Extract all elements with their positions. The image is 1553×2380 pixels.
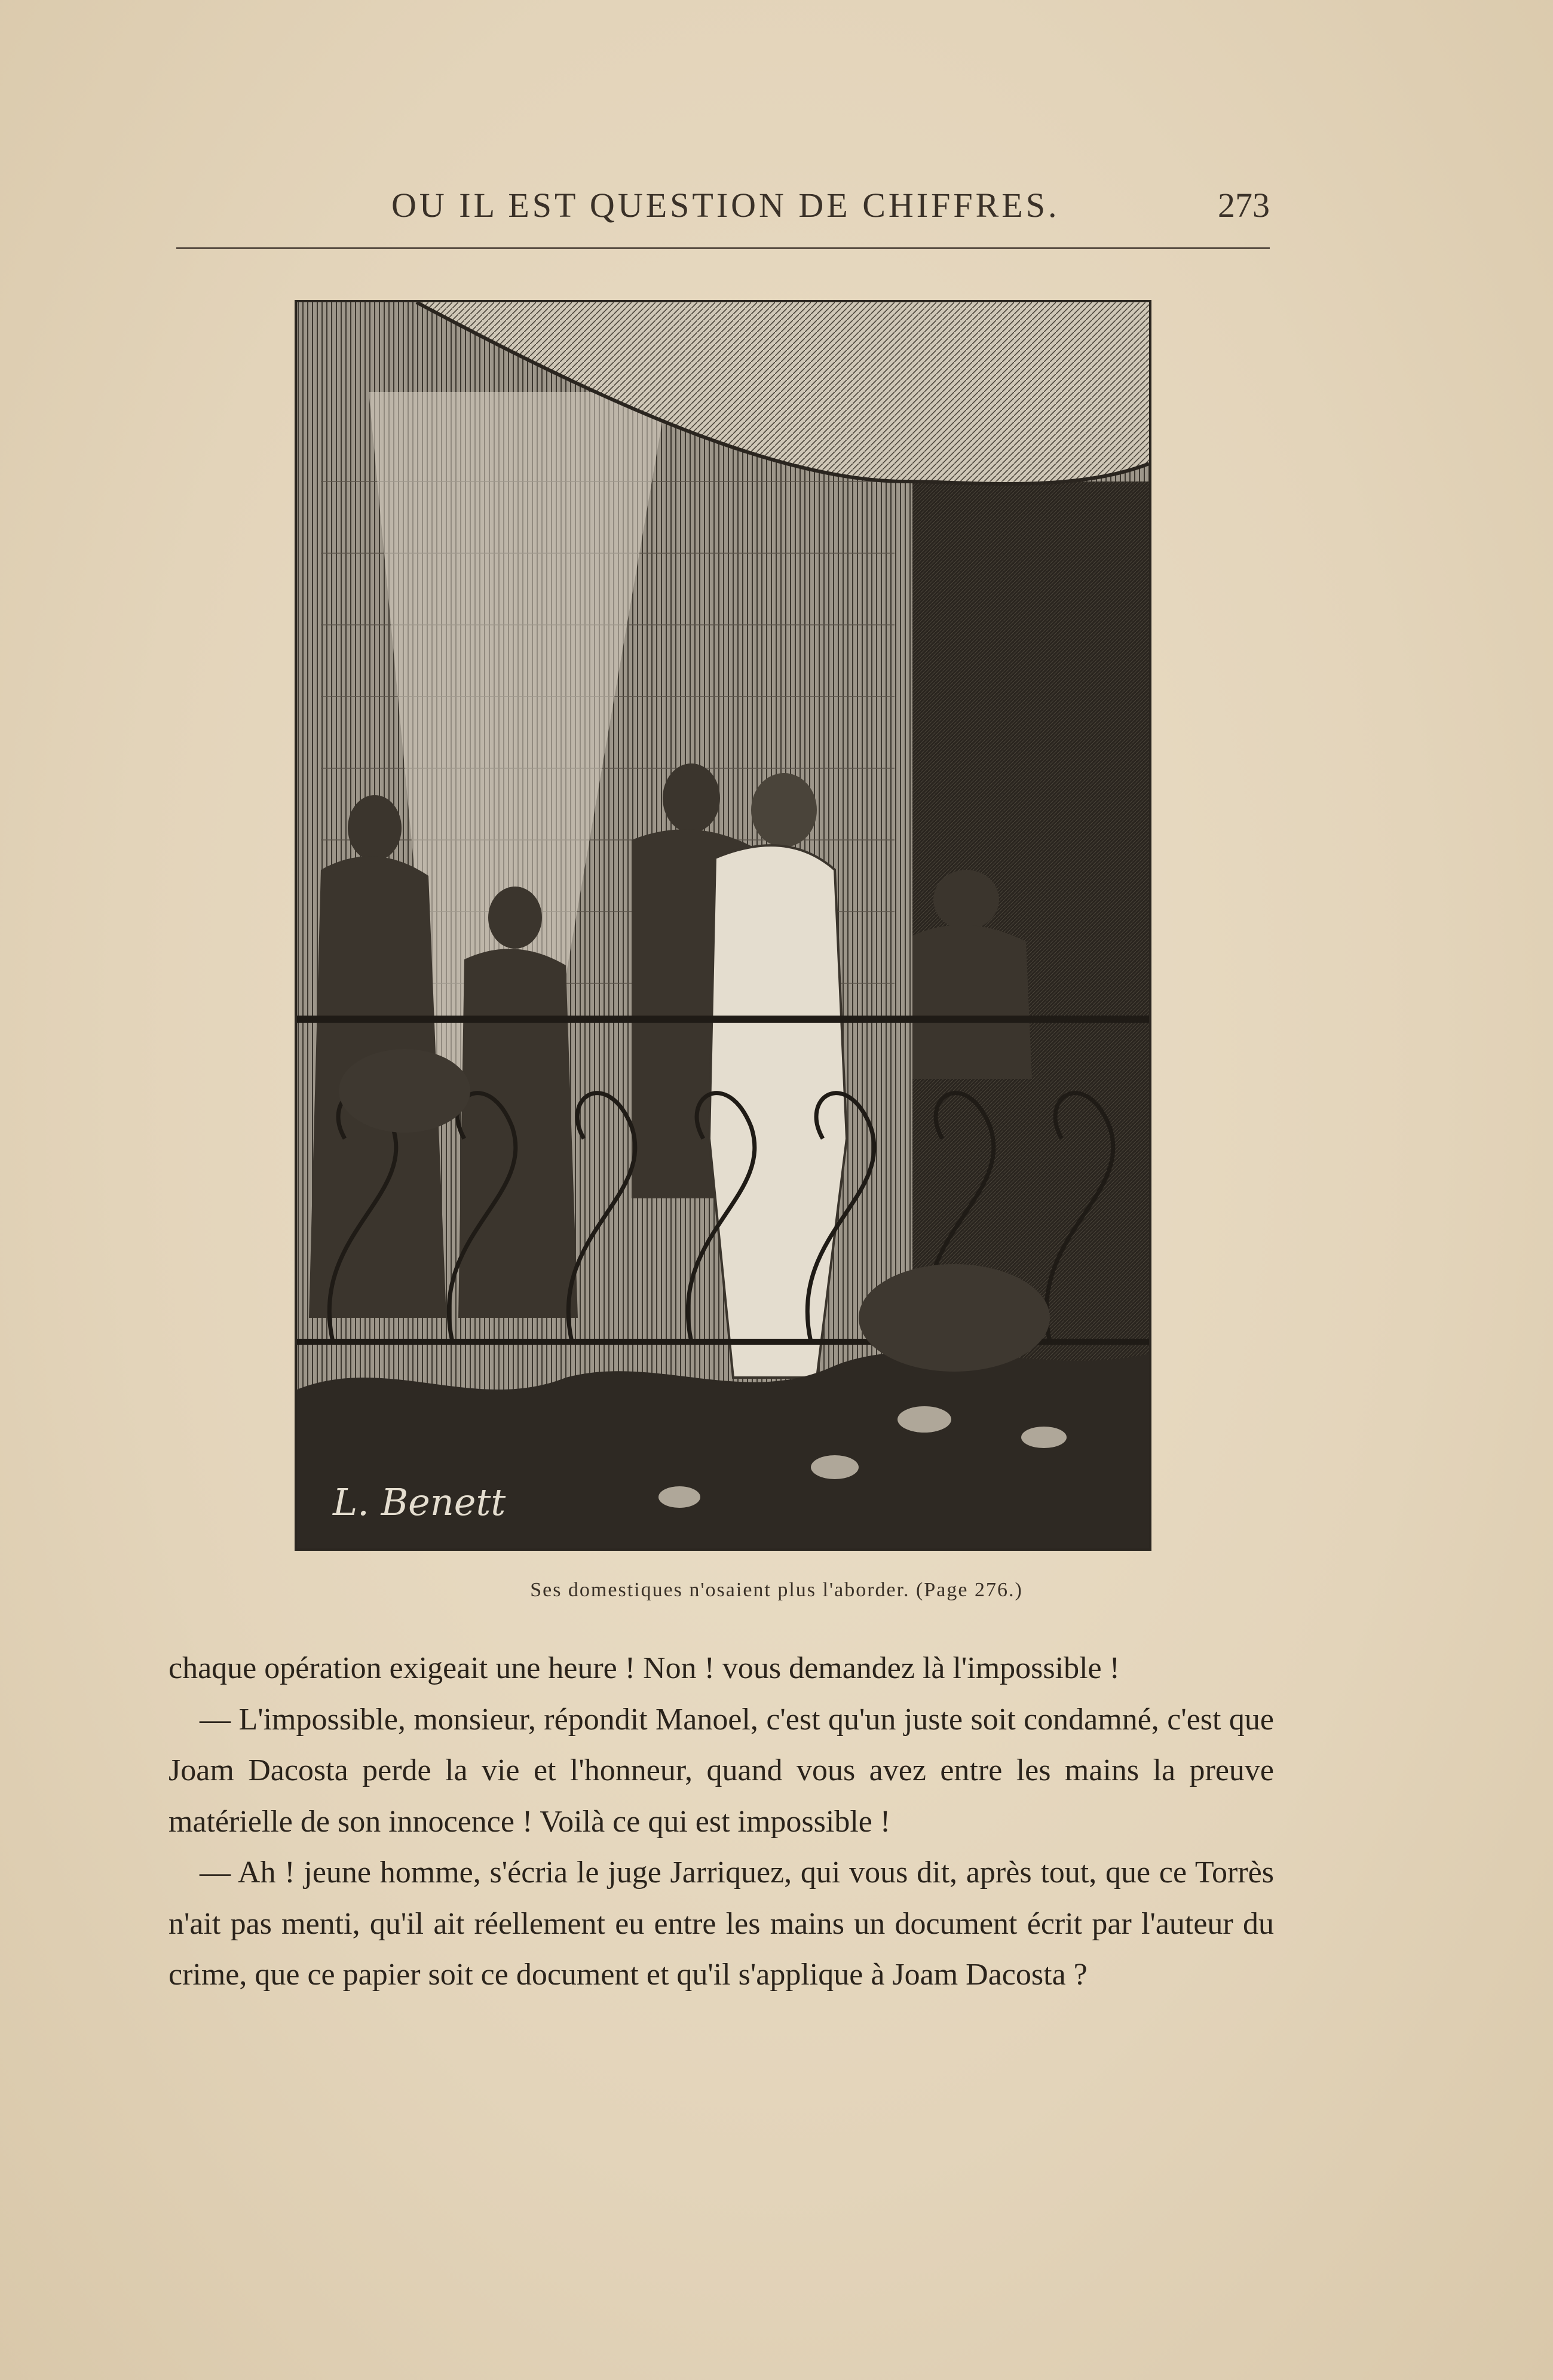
engraving-illustration xyxy=(295,300,1151,1551)
man-in-white xyxy=(709,773,847,1378)
illustration-caption: Ses domestiques n'osaient plus l'aborder. (Page 276.) xyxy=(530,1579,1023,1601)
body-text xyxy=(169,1643,1274,2001)
page-number: 273 xyxy=(1218,186,1270,225)
paragraph: chaque opération exigeait une heure ! Non ! vous demandez là l'impossible ! xyxy=(169,1651,1120,1685)
running-title: OU IL EST QUESTION DE CHIFFRES. xyxy=(391,186,1060,225)
header-rule xyxy=(176,247,1270,249)
paragraph: — Ah ! jeune homme, s'écria le juge Jarriquez, qui vous dit, après tout, que ce Torrès n'ait pas menti, qu'il ait réellement eu entre les mains un document écrit par l'auteur du crime, que ce papier soit ce document et qu'il s'applique à Joam Dacosta ? xyxy=(169,1855,1274,1992)
paragraph: — L'impossible, monsieur, répondit Manoel, c'est qu'un juste soit condamné, c'est que Joam Dacosta perde la vie et l'honneur, quand vous avez entre les mains la preuve matérielle de son innocence ! Voilà ce qui est impossible ! xyxy=(169,1702,1274,1839)
artist-signature: L. Benett xyxy=(333,1480,506,1524)
running-head xyxy=(176,185,1270,233)
